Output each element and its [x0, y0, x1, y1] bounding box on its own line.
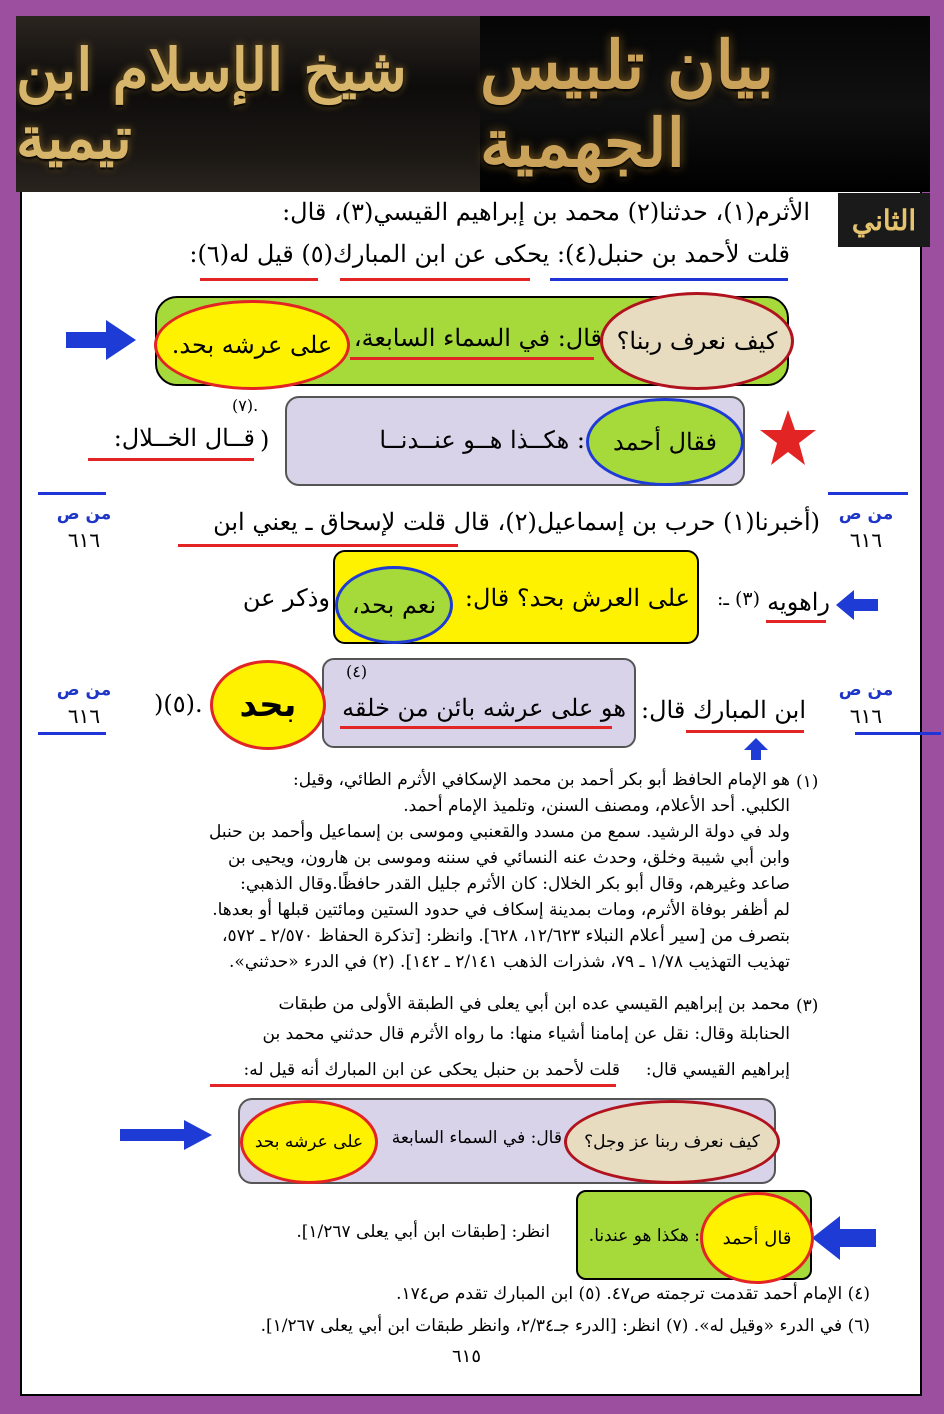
star-icon — [758, 408, 818, 472]
arrow-right-icon — [66, 320, 136, 364]
footnote-line: الحنابلة وقال: نقل عن إمامنا أشياء منها: ما رواه الأثرم قال حدثني محمد بن — [262, 1024, 790, 1044]
arrow-left-icon — [812, 1216, 876, 1264]
divider-blue — [828, 492, 908, 495]
box4-quote: : هكذا هو عندنا. — [588, 1226, 700, 1246]
box3-conclusion: على عرشه بحد — [254, 1132, 364, 1152]
conclusion-ellipse — [154, 300, 350, 390]
footnote-line: ولد في دولة الرشيد. سمع من مسدد والقعنبي وموسى بن إسماعيل وأحمد بن حنبل — [208, 822, 790, 842]
bihad-text: بحد — [239, 685, 297, 725]
page-number: ٦١٥ — [452, 1346, 482, 1367]
side-number: ٦١٦ — [67, 704, 101, 728]
see-tabaqat: انظر: [طبقات ابن أبي يعلى ١/٢٦٧]. — [296, 1222, 550, 1242]
footnote-line: محمد بن إبراهيم القيسي عده ابن أبي يعلى في الطبقة الأولى من طبقات — [278, 994, 790, 1014]
side-label: من ص — [56, 504, 112, 524]
answer-ellipse — [335, 566, 453, 644]
footnote-6-7: (٦) في الدرء «وقيل له». (٧) انظر: [الدرء جـ٢/٣٤، وانظر طبقات ابن أبي يعلى ١/٢٦٧]. — [260, 1316, 870, 1336]
quote-text: : هكــذا هــو عنــدنــا — [379, 426, 585, 454]
underline-red — [340, 278, 530, 281]
divider-blue — [38, 732, 106, 735]
note-7: (٧). — [232, 396, 259, 415]
closing-paren: ) — [260, 426, 270, 454]
speaker-text: فقال أحمد — [613, 428, 717, 456]
box4-speaker: قال أحمد — [722, 1227, 792, 1249]
underline-blue — [550, 278, 788, 281]
footnote-3-number: (٣) — [796, 996, 819, 1016]
footnote-line: الكلبي. أحد الأعلام، ومصنف السنن، وتلميذ الإمام أحمد. — [403, 796, 790, 816]
ishaq-answer: نعم بحد، — [351, 591, 437, 619]
text-line-2: قلت لأحمد بن حنبل(٤): يحكى عن ابن المبارك(٥) قيل له(٦): — [189, 240, 790, 268]
footnote-line: صاعد وغيرهم، وقال أبو بكر الخلال: كان الأثرم جليل القدر حافظًا.وقال الذهبي: — [240, 874, 790, 894]
arrow-left-icon — [836, 590, 878, 624]
mubarak-text: ابن المبارك قال: — [641, 696, 806, 724]
side-number: ٦١٦ — [67, 528, 101, 552]
side-number: ٦١٦ — [849, 528, 883, 552]
box3-question: كيف نعرف ربنا عز وجل؟ — [584, 1132, 760, 1152]
underline-red — [88, 458, 254, 461]
underline-red — [178, 544, 458, 547]
arrow-up-icon — [744, 738, 768, 764]
side-label: من ص — [56, 680, 112, 700]
mubarak-quote: هو على عرشه بائن من خلقه — [342, 694, 626, 722]
ishaq-question: على العرش بحد؟ قال: — [464, 584, 690, 612]
footnote-line: بتصرف من [سير أعلام النبلاء ١٢/٦٢٣، ٦٢٨]. وانظر: [تذكرة الحفاظ ٢/٥٧٠ ـ ٥٧٢، — [222, 926, 790, 946]
underline-red — [340, 726, 612, 729]
arrow-right-icon — [120, 1120, 212, 1154]
answer-text: قال: في السماء السابعة، — [353, 324, 602, 352]
speaker-ellipse — [586, 398, 744, 486]
underline-red — [686, 730, 804, 733]
side-number: ٦١٦ — [849, 704, 883, 728]
bihad-ellipse — [210, 660, 326, 750]
footnote-line: وابن أبي شيبة وخلق، وحدث عنه النسائي في سننه وموسى بن هارون، ويحيى بن — [228, 848, 790, 868]
footnote-line: تهذيب التهذيب ١/٧٨ ـ ٧٩، شذرات الذهب ٢/١٤١ ـ ١٤٢]. (٢) في الدرء «حدثني». — [229, 952, 790, 972]
footnote-line: لم أظفر بوفاة الأثرم، ومات بمدينة إسكاف في حدود الستين ومائتين قبلها أو بعدها. — [212, 900, 790, 920]
book-banner — [16, 16, 930, 192]
side-label: من ص — [838, 680, 894, 700]
question-ellipse — [564, 1100, 780, 1184]
rahawayh-text: راهويه — [767, 588, 830, 616]
banner-title: بيان تلبيس الجهمية — [480, 16, 930, 192]
underline-red — [350, 357, 594, 360]
banner-author: شيخ الإسلام ابن تيمية — [16, 16, 480, 192]
text-line-1: الأثرم(١)، حدثنا(٢) محمد بن إبراهيم القيسي(٣)، قال: — [282, 198, 810, 226]
conclusion-text: على عرشه بحد. — [171, 331, 333, 359]
divider-blue — [855, 732, 941, 735]
mubarak-end: )(٥). — [154, 690, 203, 718]
underline-red — [766, 620, 826, 623]
note-4: (٤) — [346, 662, 368, 681]
text-line-harb: (أخبرنا(١) حرب بن إسماعيل(٢)، قال قلت لإسحاق ـ يعني ابن — [213, 508, 820, 536]
underline-red — [210, 1084, 616, 1087]
speaker-ellipse — [700, 1192, 814, 1284]
footnote-4-5: (٤) الإمام أحمد تقدمت ترجمته ص٤٧. (٥) ابن المبارك تقدم ص١٧٤. — [396, 1284, 870, 1304]
underline-red — [200, 278, 318, 281]
footnote-1-number: (١) — [796, 772, 819, 792]
question-ellipse — [600, 292, 794, 390]
side-label: من ص — [838, 504, 894, 524]
volume-badge: الثاني — [838, 193, 930, 247]
divider-blue — [38, 492, 106, 495]
footnote-line: هو الإمام الحافظ أبو بكر أحمد بن محمد الإسكافي الأثرم الطائي، وقيل: — [292, 770, 790, 790]
khallal-text: قــال الخــلال: — [113, 424, 255, 452]
conclusion-ellipse — [240, 1100, 378, 1184]
rahawayh-note: (٣) ـ: — [716, 588, 760, 610]
footnote-line: قلت لأحمد بن حنبل يحكى عن ابن المبارك أنه قيل له: — [243, 1060, 620, 1080]
ishaq-tail: وذكر عن — [242, 584, 330, 612]
question-text: كيف نعرف ربنا؟ — [616, 327, 778, 355]
box3-answer: قال: في السماء السابعة — [391, 1128, 562, 1148]
footnote-line: إبراهيم القيسي قال: — [645, 1060, 790, 1080]
